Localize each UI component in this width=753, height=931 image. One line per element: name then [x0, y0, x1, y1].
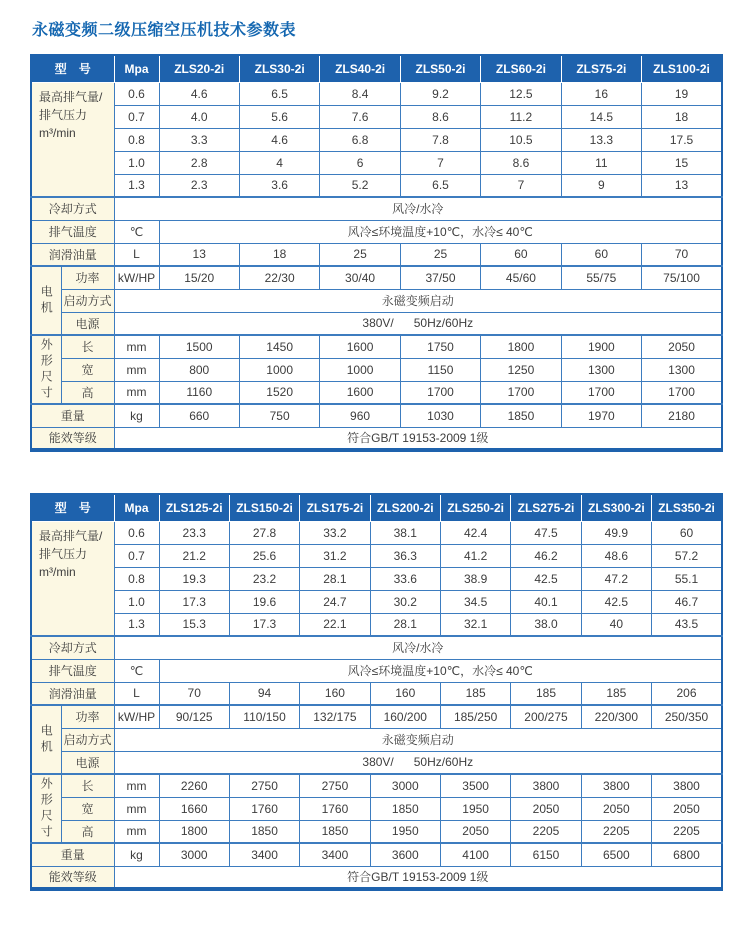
width-value-cell: 2050 [652, 797, 722, 820]
length-value-cell: 1800 [481, 335, 561, 358]
flow-value-cell: 19.6 [229, 590, 299, 613]
flow-value-cell: 16 [561, 82, 641, 105]
flow-value-cell: 22.1 [300, 613, 370, 636]
pressure-cell: 0.7 [114, 544, 159, 567]
exhaust-temp-value-cell: 风冷≤环境温度+10℃，水冷≤ 40℃ [159, 220, 722, 243]
pressure-cell: 0.8 [114, 567, 159, 590]
motor-group-label-text: 电机 [39, 723, 54, 756]
flow-value-cell: 6.5 [239, 82, 319, 105]
row-label-oil: 润滑油量 [31, 243, 114, 266]
dimensions-group-label [31, 774, 61, 843]
power-value-cell: 15/20 [159, 266, 239, 289]
model-column-header: ZLS20-2i [159, 55, 239, 82]
flow-value-cell: 21.2 [159, 544, 229, 567]
model-column-header: ZLS200-2i [370, 494, 440, 521]
row-label-height: 高 [61, 381, 114, 404]
pressure-cell: 0.7 [114, 105, 159, 128]
length-value-cell: 2750 [300, 774, 370, 797]
weight-unit-cell: kg [114, 843, 159, 866]
model-column-header: ZLS250-2i [440, 494, 510, 521]
dimensions-group-label-text: 外形尺寸 [39, 337, 54, 402]
flow-value-cell: 36.3 [370, 544, 440, 567]
weight-value-cell: 1030 [400, 404, 480, 427]
oil-value-cell: 206 [652, 682, 722, 705]
flow-value-cell: 7.8 [400, 128, 480, 151]
flow-value-cell: 33.2 [300, 521, 370, 544]
flow-value-cell: 49.9 [581, 521, 651, 544]
length-value-cell: 3800 [652, 774, 722, 797]
power-value-cell: 45/60 [481, 266, 561, 289]
flow-value-cell: 43.5 [652, 613, 722, 636]
flow-value-cell: 14.5 [561, 105, 641, 128]
oil-unit-cell: L [114, 682, 159, 705]
width-value-cell: 1950 [440, 797, 510, 820]
flow-value-cell: 11.2 [481, 105, 561, 128]
height-value-cell: 1700 [642, 381, 722, 404]
flow-value-cell: 41.2 [440, 544, 510, 567]
exhaust-temp-unit-cell: ℃ [114, 220, 159, 243]
dimensions-group-label-text: 外形尺寸 [39, 776, 54, 841]
flow-value-cell: 9 [561, 174, 641, 197]
width-value-cell: 1660 [159, 797, 229, 820]
length-value-cell: 2750 [229, 774, 299, 797]
length-unit-cell: mm [114, 335, 159, 358]
flow-value-cell: 17.5 [642, 128, 722, 151]
weight-value-cell: 960 [320, 404, 400, 427]
flow-value-cell: 13.3 [561, 128, 641, 151]
weight-value-cell: 3600 [370, 843, 440, 866]
flow-value-cell: 46.2 [511, 544, 581, 567]
row-label-power-supply: 电源 [61, 312, 114, 335]
flow-value-cell: 30.2 [370, 590, 440, 613]
weight-value-cell: 1850 [481, 404, 561, 427]
flow-value-cell: 42.4 [440, 521, 510, 544]
flow-value-cell: 15 [642, 151, 722, 174]
flow-value-cell: 13 [642, 174, 722, 197]
row-label-width: 宽 [61, 797, 114, 820]
flow-value-cell: 33.6 [370, 567, 440, 590]
width-value-cell: 1300 [642, 358, 722, 381]
row-label-power: 功率 [61, 705, 114, 728]
row-label-width: 宽 [61, 358, 114, 381]
model-header-cell: 型 号 [31, 494, 114, 521]
height-unit-cell: mm [114, 820, 159, 843]
length-value-cell: 1450 [239, 335, 319, 358]
height-value-cell: 2050 [440, 820, 510, 843]
motor-group-label [31, 705, 61, 774]
width-value-cell: 2050 [581, 797, 651, 820]
length-value-cell: 1600 [320, 335, 400, 358]
power-value-cell: 200/275 [511, 705, 581, 728]
start-mode-value-cell: 永磁变频启动 [114, 728, 722, 751]
pressure-cell: 1.3 [114, 174, 159, 197]
model-column-header: ZLS300-2i [581, 494, 651, 521]
row-label-energy-rating: 能效等级 [31, 866, 114, 889]
pressure-cell: 0.6 [114, 521, 159, 544]
model-column-header: ZLS350-2i [652, 494, 722, 521]
width-value-cell: 1000 [239, 358, 319, 381]
flow-value-cell: 17.3 [159, 590, 229, 613]
row-label-height: 高 [61, 820, 114, 843]
flow-value-cell: 38.1 [370, 521, 440, 544]
flow-value-cell: 25.6 [229, 544, 299, 567]
width-value-cell: 1150 [400, 358, 480, 381]
flow-label-cell [31, 82, 114, 197]
flow-value-cell: 42.5 [511, 567, 581, 590]
pressure-cell: 0.8 [114, 128, 159, 151]
flow-value-cell: 9.2 [400, 82, 480, 105]
power-value-cell: 22/30 [239, 266, 319, 289]
height-value-cell: 1700 [481, 381, 561, 404]
length-value-cell: 3800 [511, 774, 581, 797]
length-value-cell: 1750 [400, 335, 480, 358]
page-title: 永磁变频二级压缩空压机技术参数表 [32, 22, 297, 39]
model-column-header: ZLS75-2i [561, 55, 641, 82]
width-value-cell: 1760 [300, 797, 370, 820]
oil-value-cell: 25 [320, 243, 400, 266]
power-unit-cell: kW/HP [114, 266, 159, 289]
flow-value-cell: 4.0 [159, 105, 239, 128]
weight-value-cell: 6150 [511, 843, 581, 866]
power-value-cell: 30/40 [320, 266, 400, 289]
weight-value-cell: 3400 [229, 843, 299, 866]
flow-value-cell: 57.2 [652, 544, 722, 567]
power-value-cell: 132/175 [300, 705, 370, 728]
width-value-cell: 800 [159, 358, 239, 381]
exhaust-temp-value-cell: 风冷≤环境温度+10℃，水冷≤ 40℃ [159, 659, 722, 682]
flow-value-cell: 4.6 [239, 128, 319, 151]
oil-value-cell: 185 [511, 682, 581, 705]
power-supply-value-cell: 380V/ 50Hz/60Hz [114, 751, 722, 774]
cooling-value-cell: 风冷/水冷 [114, 197, 722, 220]
start-mode-value-cell: 永磁变频启动 [114, 289, 722, 312]
length-value-cell: 3800 [581, 774, 651, 797]
flow-value-cell: 6.8 [320, 128, 400, 151]
flow-value-cell: 47.5 [511, 521, 581, 544]
flow-value-cell: 38.0 [511, 613, 581, 636]
oil-value-cell: 94 [229, 682, 299, 705]
flow-value-cell: 19.3 [159, 567, 229, 590]
model-column-header: ZLS125-2i [159, 494, 229, 521]
weight-value-cell: 3400 [300, 843, 370, 866]
oil-value-cell: 70 [159, 682, 229, 705]
flow-label-line: 最高排气量/ [39, 89, 103, 104]
flow-value-cell: 6.5 [400, 174, 480, 197]
flow-value-cell: 46.7 [652, 590, 722, 613]
flow-value-cell: 28.1 [370, 613, 440, 636]
row-label-weight: 重量 [31, 843, 114, 866]
model-column-header: ZLS50-2i [400, 55, 480, 82]
flow-value-cell: 48.6 [581, 544, 651, 567]
model-column-header: ZLS275-2i [511, 494, 581, 521]
cooling-value-cell: 风冷/水冷 [114, 636, 722, 659]
power-supply-value-cell: 380V/ 50Hz/60Hz [114, 312, 722, 335]
row-label-length: 长 [61, 335, 114, 358]
weight-value-cell: 6800 [652, 843, 722, 866]
flow-value-cell: 8.6 [481, 151, 561, 174]
row-label-start-mode: 启动方式 [61, 289, 114, 312]
flow-value-cell: 11 [561, 151, 641, 174]
pressure-unit-header: Mpa [114, 494, 159, 521]
width-value-cell: 1250 [481, 358, 561, 381]
row-label-cooling: 冷却方式 [31, 636, 114, 659]
spec-table-1 [30, 54, 723, 452]
height-value-cell: 1800 [159, 820, 229, 843]
row-label-exhaust-temp: 排气温度 [31, 220, 114, 243]
energy-rating-value-cell: 符合GB/T 19153-2009 1级 [114, 427, 722, 450]
weight-value-cell: 6500 [581, 843, 651, 866]
flow-value-cell: 42.5 [581, 590, 651, 613]
power-value-cell: 185/250 [440, 705, 510, 728]
pressure-cell: 1.3 [114, 613, 159, 636]
height-value-cell: 2205 [652, 820, 722, 843]
height-value-cell: 2205 [511, 820, 581, 843]
width-value-cell: 2050 [511, 797, 581, 820]
model-column-header: ZLS60-2i [481, 55, 561, 82]
row-label-energy-rating: 能效等级 [31, 427, 114, 450]
oil-value-cell: 70 [642, 243, 722, 266]
flow-value-cell: 8.4 [320, 82, 400, 105]
weight-value-cell: 3000 [159, 843, 229, 866]
weight-value-cell: 750 [239, 404, 319, 427]
model-column-header: ZLS150-2i [229, 494, 299, 521]
flow-value-cell: 6 [320, 151, 400, 174]
height-value-cell: 1700 [561, 381, 641, 404]
length-value-cell: 2260 [159, 774, 229, 797]
flow-value-cell: 17.3 [229, 613, 299, 636]
flow-value-cell: 5.2 [320, 174, 400, 197]
flow-value-cell: 10.5 [481, 128, 561, 151]
power-value-cell: 110/150 [229, 705, 299, 728]
flow-value-cell: 3.3 [159, 128, 239, 151]
weight-value-cell: 1970 [561, 404, 641, 427]
flow-value-cell: 34.5 [440, 590, 510, 613]
width-value-cell: 1850 [370, 797, 440, 820]
flow-value-cell: 27.8 [229, 521, 299, 544]
flow-value-cell: 55.1 [652, 567, 722, 590]
dimensions-group-label [31, 335, 61, 404]
power-value-cell: 55/75 [561, 266, 641, 289]
row-label-weight: 重量 [31, 404, 114, 427]
model-header-cell: 型 号 [31, 55, 114, 82]
width-unit-cell: mm [114, 358, 159, 381]
oil-value-cell: 160 [370, 682, 440, 705]
height-value-cell: 1850 [229, 820, 299, 843]
length-value-cell: 3500 [440, 774, 510, 797]
flow-value-cell: 28.1 [300, 567, 370, 590]
row-label-oil: 润滑油量 [31, 682, 114, 705]
oil-unit-cell: L [114, 243, 159, 266]
height-value-cell: 1520 [239, 381, 319, 404]
height-value-cell: 1950 [370, 820, 440, 843]
flow-label-line: 最高排气量/ [39, 528, 103, 543]
oil-value-cell: 60 [481, 243, 561, 266]
height-value-cell: 1700 [400, 381, 480, 404]
weight-value-cell: 2180 [642, 404, 722, 427]
flow-value-cell: 7 [481, 174, 561, 197]
height-value-cell: 1850 [300, 820, 370, 843]
flow-value-cell: 7 [400, 151, 480, 174]
flow-label-line: m³/min [39, 125, 76, 140]
model-column-header: ZLS175-2i [300, 494, 370, 521]
flow-value-cell: 18 [642, 105, 722, 128]
pressure-cell: 1.0 [114, 151, 159, 174]
row-label-start-mode: 启动方式 [61, 728, 114, 751]
motor-group-label [31, 266, 61, 335]
flow-value-cell: 3.6 [239, 174, 319, 197]
flow-value-cell: 40.1 [511, 590, 581, 613]
flow-value-cell: 15.3 [159, 613, 229, 636]
power-value-cell: 220/300 [581, 705, 651, 728]
flow-value-cell: 40 [581, 613, 651, 636]
row-label-length: 长 [61, 774, 114, 797]
height-value-cell: 1160 [159, 381, 239, 404]
pressure-cell: 0.6 [114, 82, 159, 105]
flow-value-cell: 4 [239, 151, 319, 174]
row-label-power: 功率 [61, 266, 114, 289]
weight-value-cell: 660 [159, 404, 239, 427]
oil-value-cell: 18 [239, 243, 319, 266]
power-unit-cell: kW/HP [114, 705, 159, 728]
row-label-cooling: 冷却方式 [31, 197, 114, 220]
flow-value-cell: 60 [652, 521, 722, 544]
flow-label-cell [31, 521, 114, 636]
oil-value-cell: 185 [581, 682, 651, 705]
flow-value-cell: 7.6 [320, 105, 400, 128]
width-value-cell: 1000 [320, 358, 400, 381]
power-value-cell: 75/100 [642, 266, 722, 289]
length-value-cell: 1900 [561, 335, 641, 358]
flow-value-cell: 24.7 [300, 590, 370, 613]
weight-unit-cell: kg [114, 404, 159, 427]
width-value-cell: 1760 [229, 797, 299, 820]
model-column-header: ZLS30-2i [239, 55, 319, 82]
length-unit-cell: mm [114, 774, 159, 797]
spec-table-2-container [30, 493, 723, 891]
height-value-cell: 2205 [581, 820, 651, 843]
flow-value-cell: 19 [642, 82, 722, 105]
power-value-cell: 90/125 [159, 705, 229, 728]
energy-rating-value-cell: 符合GB/T 19153-2009 1级 [114, 866, 722, 889]
flow-value-cell: 31.2 [300, 544, 370, 567]
model-column-header: ZLS100-2i [642, 55, 722, 82]
oil-value-cell: 13 [159, 243, 239, 266]
oil-value-cell: 185 [440, 682, 510, 705]
power-value-cell: 37/50 [400, 266, 480, 289]
flow-value-cell: 23.3 [159, 521, 229, 544]
length-value-cell: 2050 [642, 335, 722, 358]
pressure-cell: 1.0 [114, 590, 159, 613]
flow-value-cell: 5.6 [239, 105, 319, 128]
power-value-cell: 160/200 [370, 705, 440, 728]
exhaust-temp-unit-cell: ℃ [114, 659, 159, 682]
flow-label-line: 排气压力 [39, 546, 88, 561]
spec-table-2 [30, 493, 723, 891]
flow-value-cell: 23.2 [229, 567, 299, 590]
flow-value-cell: 2.3 [159, 174, 239, 197]
flow-value-cell: 4.6 [159, 82, 239, 105]
flow-value-cell: 8.6 [400, 105, 480, 128]
spec-table-1-container [30, 54, 723, 452]
width-value-cell: 1300 [561, 358, 641, 381]
flow-label-line: 排气压力 [39, 107, 88, 122]
oil-value-cell: 60 [561, 243, 641, 266]
row-label-power-supply: 电源 [61, 751, 114, 774]
length-value-cell: 1500 [159, 335, 239, 358]
height-unit-cell: mm [114, 381, 159, 404]
flow-value-cell: 38.9 [440, 567, 510, 590]
model-column-header: ZLS40-2i [320, 55, 400, 82]
oil-value-cell: 160 [300, 682, 370, 705]
flow-value-cell: 32.1 [440, 613, 510, 636]
flow-value-cell: 12.5 [481, 82, 561, 105]
length-value-cell: 3000 [370, 774, 440, 797]
motor-group-label-text: 电机 [39, 284, 54, 317]
pressure-unit-header: Mpa [114, 55, 159, 82]
flow-value-cell: 2.8 [159, 151, 239, 174]
row-label-exhaust-temp: 排气温度 [31, 659, 114, 682]
flow-value-cell: 47.2 [581, 567, 651, 590]
width-unit-cell: mm [114, 797, 159, 820]
flow-label-line: m³/min [39, 564, 76, 579]
height-value-cell: 1600 [320, 381, 400, 404]
weight-value-cell: 4100 [440, 843, 510, 866]
power-value-cell: 250/350 [652, 705, 722, 728]
oil-value-cell: 25 [400, 243, 480, 266]
